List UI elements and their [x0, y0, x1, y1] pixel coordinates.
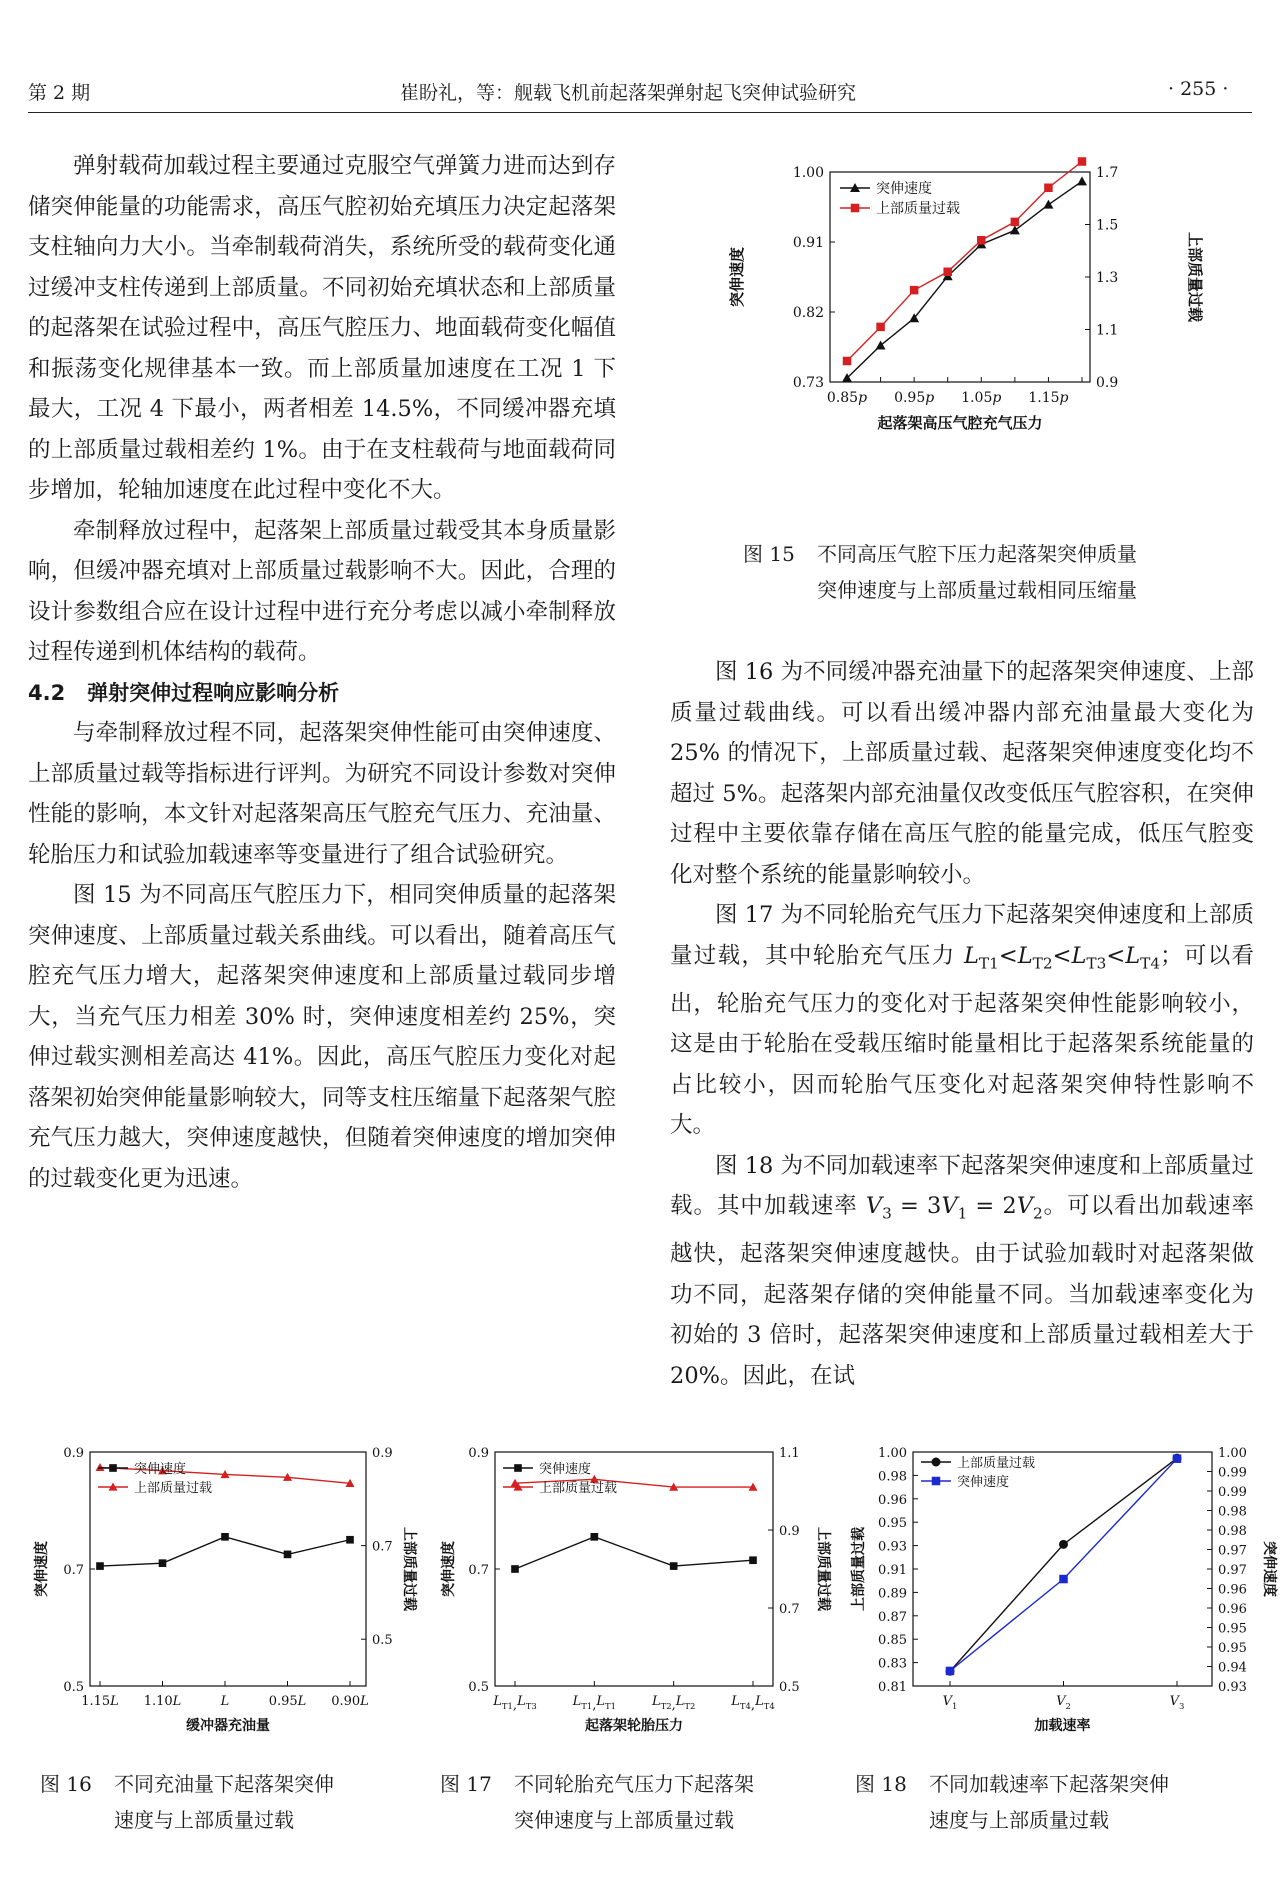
figure-17-caption — [440, 1766, 754, 1838]
legend-label: 上部质量过载 — [539, 1481, 618, 1496]
y2-tick-label: 0.99 — [1218, 1465, 1247, 1481]
y2-tick-label: 1.5 — [1096, 217, 1119, 234]
y-tick-label: 0.9 — [63, 1446, 84, 1461]
legend-label: 突伸速度 — [539, 1462, 592, 1477]
figure-15-caption — [743, 536, 1137, 608]
legend-label: 突伸速度 — [957, 1475, 1010, 1490]
caption-number: 图 15 — [743, 542, 795, 566]
y2-tick-label: 0.95 — [1218, 1641, 1247, 1656]
data-point — [109, 1464, 117, 1472]
data-point — [284, 1551, 292, 1559]
right-column — [670, 652, 1254, 1396]
paragraph-text: ；可以看出，轮胎充气压力的变化对于起落架突伸性能影响较小，这是由于轮胎在受载压缩时能量相比于起落架系统能量的占比较小，因而轮胎气压变化对起落架突伸特性影响不大。 — [670, 942, 1254, 1138]
caption-text: 突伸速度与上部质量过载 — [514, 1808, 734, 1832]
figure-18-chart — [851, 1440, 1277, 1740]
data-point — [159, 1559, 167, 1567]
y2-tick-label: 0.5 — [372, 1633, 393, 1649]
paragraph: 弹射载荷加载过程主要通过克服空气弹簧力进而达到存储突伸能量的功能需求，高压气腔初始充填压力决定起落架支柱轴向力大小。当牵制载荷消失，系统所受的载荷变化通过缓冲支柱传递到上部质量。不同初始充填状态和上部质量的起落架在试验过程中，高压气腔压力、地面载荷变化幅值和振荡变化规律基本一致。而上部质量加速度在工况 1 下最大，工况 4 下最小，两者相差 14.5%，不同缓冲器充填的上部质量过载相差约 1%。由于在支柱载荷与地面载荷同步增加，轮轴加速度在此过程中变化不大。 — [28, 153, 616, 503]
x-tick-label: 0.90L — [331, 1694, 369, 1709]
caption-text: 不同高压气腔下压力起落架突伸质量 — [817, 542, 1137, 566]
y2-tick-label: 1.1 — [1096, 322, 1119, 339]
series-line — [100, 1537, 350, 1566]
caption-text: 速度与上部质量过载 — [929, 1808, 1109, 1832]
y-tick-label: 0.89 — [878, 1586, 907, 1602]
y-tick-label: 0.98 — [878, 1469, 907, 1485]
legend-label: 突伸速度 — [876, 181, 932, 197]
x-tick-label: L — [220, 1694, 230, 1709]
y-tick-label: 0.85 — [878, 1633, 907, 1649]
data-point — [511, 1565, 519, 1573]
data-point — [977, 236, 986, 245]
caption-text: 不同加载速率下起落架突伸 — [929, 1772, 1169, 1796]
series-line — [950, 1459, 1177, 1671]
y-axis-title: 突伸速度 — [34, 1541, 50, 1597]
y2-tick-label: 0.99 — [1218, 1485, 1247, 1500]
y2-tick-label: 0.96 — [1218, 1602, 1247, 1617]
x-axis-title: 起落架高压气腔充气压力 — [877, 414, 1043, 432]
paragraph: 图 15 为不同高压气腔压力下，相同突伸质量的起落架突伸速度、上部质量过载关系曲线。可以看出，随着高压气腔充气压力增大，起落架突伸速度和上部质量过载同步增大，当充气压力相差 30% 时，突伸速度相差约 25%，突伸过载实测相差高达 41%。因此，高压气腔压力变化对起落架初始突伸能量影响较大，同等支柱压缩量下起落架气腔充气压力越大，突伸速度越快，但随着突伸速度的增加突伸的过载变化更为迅速。 — [28, 882, 616, 1192]
x-tick-label: 1.15L — [81, 1694, 119, 1709]
y2-tick-label: 0.95 — [1218, 1621, 1247, 1637]
section-heading — [28, 673, 616, 714]
running-title: 崔盼礼，等：舰载飞机前起落架弹射起飞突伸试验研究 — [400, 82, 857, 104]
legend-label: 上部质量过载 — [957, 1456, 1036, 1471]
data-point — [670, 1562, 678, 1570]
y2-axis-title: 突伸速度 — [1261, 1541, 1277, 1597]
figure-15-chart — [700, 160, 1220, 530]
x-tick-label: $L_{T1},L_{T3}$ — [493, 1694, 537, 1713]
paragraph: 图 16 为不同缓冲器充油量下的起落架突伸速度、上部质量过载曲线。可以看出缓冲器内部充油量最大变化为 25% 的情况下，上部质量过载、起落架突伸速度变化均不超过 5%。起落架内部充油量仅改变低压气腔容积，在突伸过程中主要依靠存储在高压气腔的能量完成，低压气腔变化对整个系统的能量影响较小。 — [670, 659, 1254, 888]
y-tick-label: 0.91 — [792, 235, 824, 251]
journal-issue: 第 2 期 — [28, 82, 91, 104]
y-tick-label: 0.5 — [63, 1680, 84, 1695]
data-point — [1059, 1540, 1068, 1549]
x-tick-label: $L_{T4},L_{T4}$ — [731, 1694, 775, 1713]
y2-axis-title: 上部质量过载 — [1186, 231, 1204, 323]
y2-tick-label: 0.94 — [1218, 1660, 1247, 1676]
caption-text: 突伸速度与上部质量过载相同压缩量 — [817, 578, 1137, 602]
figure-16-chart — [28, 1440, 423, 1740]
paragraph-text: 。可以看出加载速率越快，起落架突伸速度越快。由于试验加载时对起落架做功不同，起落架存储的突伸能量不同。当加载速率变化为初始的 3 倍时，起落架突伸速度和上部质量过载相差大于 20%。因此，在试 — [670, 1193, 1254, 1389]
x-axis-title: 起落架轮胎压力 — [585, 1718, 683, 1734]
y2-tick-label: 0.9 — [372, 1446, 393, 1461]
x-tick-label: 1.05p — [961, 390, 1002, 406]
y-axis-title: 突伸速度 — [441, 1541, 457, 1597]
x-tick-label: $V_2$ — [1056, 1694, 1071, 1711]
data-point — [876, 323, 885, 332]
y-tick-label: 1.00 — [792, 165, 824, 181]
y-tick-label: 0.81 — [878, 1680, 907, 1695]
y2-tick-label: 0.96 — [1218, 1582, 1247, 1598]
data-point — [943, 268, 952, 277]
data-point — [1059, 1575, 1068, 1584]
y2-axis-title: 上部质量过载 — [815, 1527, 831, 1611]
data-point — [96, 1562, 104, 1570]
data-point — [749, 1556, 757, 1564]
figure-16-caption — [40, 1766, 334, 1838]
y-tick-label: 1.00 — [878, 1446, 907, 1461]
y2-tick-label: 0.98 — [1218, 1504, 1247, 1520]
y2-tick-label: 0.5 — [779, 1680, 800, 1695]
y-tick-label: 0.73 — [792, 375, 824, 391]
data-point — [1077, 176, 1087, 185]
data-point — [591, 1533, 599, 1541]
header-rule — [28, 112, 1252, 113]
x-tick-label: $L_{T1},L_{T1}$ — [572, 1694, 617, 1713]
caption-number: 图 16 — [40, 1772, 92, 1796]
paragraph-text: 图 17 为不同轮胎充气压力下起落架突伸速度和上部质量过载，其中轮胎充气压力 — [670, 902, 1254, 969]
y2-tick-label: 0.93 — [1218, 1680, 1247, 1695]
data-point — [221, 1533, 229, 1541]
y-tick-label: 0.91 — [878, 1563, 907, 1578]
y2-tick-label: 1.3 — [1096, 270, 1119, 286]
data-point — [946, 1667, 955, 1676]
y-tick-label: 0.95 — [878, 1516, 907, 1532]
data-point — [910, 286, 919, 295]
data-point — [932, 1477, 941, 1486]
x-tick-label: $V_1$ — [942, 1694, 958, 1711]
data-point — [1043, 200, 1053, 209]
y-tick-label: 0.9 — [468, 1446, 489, 1461]
x-tick-label: 0.95L — [268, 1694, 307, 1709]
figure-17-chart — [435, 1440, 845, 1740]
plot-frame — [90, 1452, 366, 1686]
data-point — [1011, 218, 1020, 227]
data-point — [1173, 1454, 1182, 1463]
x-axis-title: 缓冲器充油量 — [186, 1718, 270, 1734]
paragraph: 牵制释放过程中，起落架上部质量过载受其本身质量影响，但缓冲器充填对上部质量过载影响不大。因此，合理的设计参数组合应在设计过程中进行充分考虑以减小牵制释放过程传递到机体结构的载荷。 — [28, 517, 616, 665]
paragraph: 图 18 为不同加载速率下起落架突伸速度和上部质量过载。其中加载速率 $V_3 = 3V_1 = 2V_2$。可以看出加载速率越快，起落架突伸速度越快。由于试验加载时对起落架做功不同，起落架存储的突伸能量不同。当加载速率变化为初始的 3 倍时，起落架突伸速度和上部质量过载相差大于 20%。因此，在试 — [670, 1152, 1254, 1389]
caption-text: 速度与上部质量过载 — [114, 1808, 294, 1832]
series-line — [950, 1458, 1177, 1671]
y2-tick-label: 1.00 — [1218, 1446, 1247, 1461]
y-tick-label: 0.93 — [878, 1539, 907, 1555]
y2-axis-title: 上部质量过载 — [401, 1527, 417, 1611]
y-axis-title: 上部质量过载 — [851, 1527, 867, 1611]
data-point — [346, 1536, 354, 1544]
y2-tick-label: 0.97 — [1218, 1563, 1247, 1578]
paragraph: 与牵制释放过程不同，起落架突伸性能可由突伸速度、上部质量过载等指标进行评判。为研究不同设计参数对突伸性能的影响，本文针对起落架高压气腔充气压力、充油量、轮胎压力和试验加载速率等变量进行了组合试验研究。 — [28, 720, 616, 868]
left-column — [28, 146, 616, 1199]
y-axis-title: 突伸速度 — [728, 246, 746, 308]
y-tick-label: 0.83 — [878, 1656, 907, 1672]
legend-label: 上部质量过载 — [876, 201, 960, 217]
caption-number: 图 18 — [855, 1772, 907, 1796]
y-tick-label: 0.87 — [878, 1609, 907, 1625]
x-tick-label: 1.10L — [143, 1694, 182, 1709]
paragraph-text: 图 18 为不同加载速率下起落架突伸速度和上部质量过载。其中加载速率 — [670, 1152, 1254, 1219]
data-point — [514, 1464, 522, 1472]
y2-tick-label: 0.97 — [1218, 1543, 1247, 1559]
y-tick-label: 0.5 — [468, 1680, 489, 1695]
data-point — [1078, 157, 1087, 166]
y2-tick-label: 0.7 — [372, 1539, 393, 1555]
y2-tick-label: 0.98 — [1218, 1524, 1247, 1539]
legend-label: 上部质量过载 — [134, 1481, 213, 1496]
caption-text: 不同充油量下起落架突伸 — [114, 1772, 334, 1796]
x-tick-label: 0.95p — [894, 390, 935, 406]
y2-tick-label: 0.7 — [779, 1602, 800, 1617]
data-point — [1010, 225, 1020, 234]
paragraph: 图 17 为不同轮胎充气压力下起落架突伸速度和上部质量过载，其中轮胎充气压力 $L_{T1}<L_{T2}<L_{T3}<L_{T4}$；可以看出，轮胎充气压力的变化对于起落架突伸性能影响较小，这是由于轮胎在受载压缩时能量相比于起落架系统能量的占比较小，因而轮胎气压变化对起落架突伸特性影响不大。 — [670, 902, 1254, 1138]
y2-tick-label: 0.9 — [779, 1524, 800, 1539]
y2-tick-label: 0.9 — [1096, 375, 1119, 391]
y-tick-label: 0.7 — [63, 1563, 84, 1578]
data-point — [932, 1458, 941, 1467]
section-title: 弹射突伸过程响应影响分析 — [87, 680, 340, 705]
y-tick-label: 0.96 — [878, 1492, 907, 1508]
x-tick-label: $L_{T2},L_{T2}$ — [651, 1694, 696, 1713]
legend-label: 突伸速度 — [134, 1462, 187, 1477]
data-point — [843, 357, 852, 366]
caption-number: 图 17 — [440, 1772, 492, 1796]
caption-text: 不同轮胎充气压力下起落架 — [514, 1772, 754, 1796]
x-tick-label: 1.15p — [1028, 390, 1069, 406]
series-line — [515, 1537, 753, 1569]
y-tick-label: 0.7 — [468, 1563, 489, 1578]
y2-tick-label: 1.1 — [779, 1446, 800, 1461]
data-point — [851, 204, 860, 213]
x-tick-label: $V_3$ — [1169, 1694, 1185, 1711]
page-number: · 255 · — [1168, 78, 1229, 100]
section-number: 4.2 — [28, 680, 66, 705]
y-tick-label: 0.82 — [792, 305, 824, 321]
x-tick-label: 0.85p — [826, 390, 868, 406]
y2-tick-label: 1.7 — [1096, 165, 1119, 181]
data-point — [1044, 184, 1053, 193]
figure-18-caption — [855, 1766, 1169, 1838]
x-axis-title: 加载速率 — [1034, 1718, 1091, 1734]
